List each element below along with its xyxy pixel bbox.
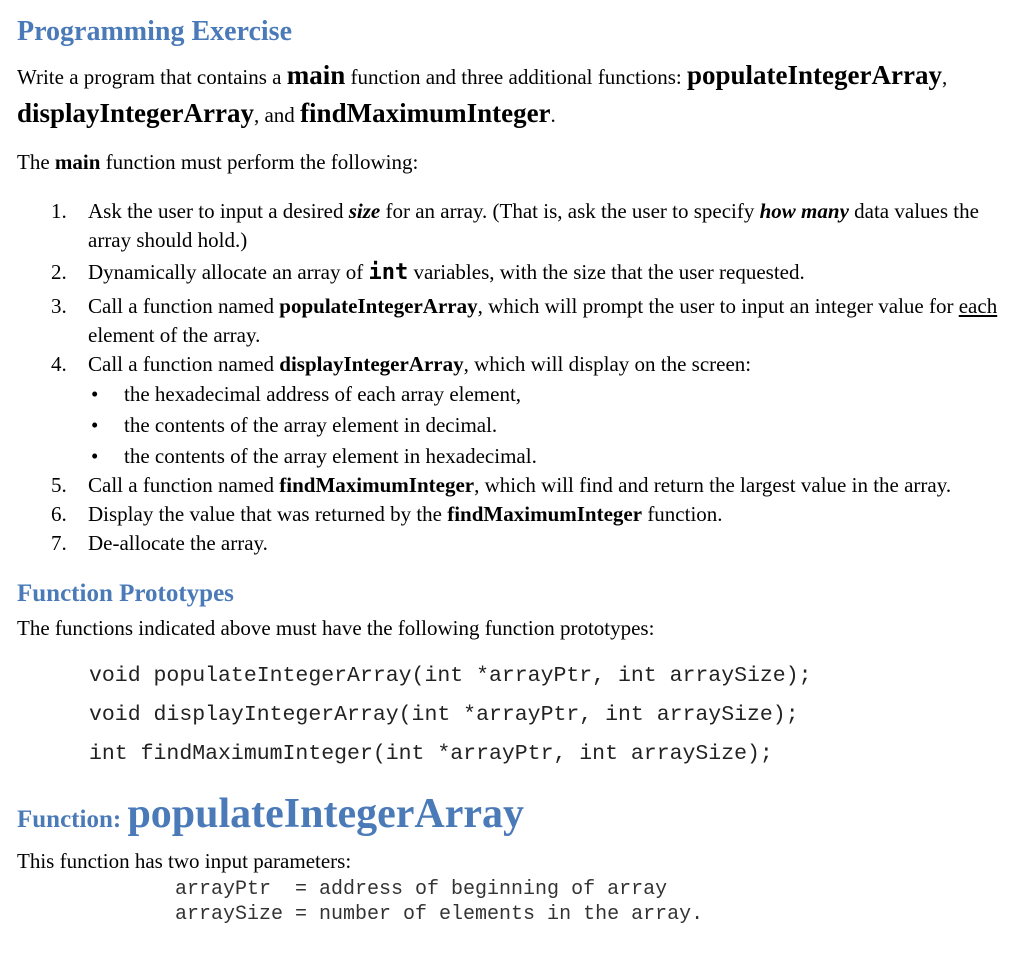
step-number: 6. <box>51 502 67 526</box>
text: Call a function named <box>88 473 280 497</box>
text: , which will prompt the user to input an integer value for <box>477 294 959 318</box>
text: Display the value that was returned by the <box>88 502 448 526</box>
parameter-line: arrayPtr = address of beginning of array <box>175 878 668 901</box>
step-number: 4. <box>51 352 67 376</box>
bullet-item <box>17 379 1002 410</box>
prototype-line: void displayIntegerArray(int *arrayPtr, int arraySize); <box>89 703 799 727</box>
function-name-display: displayIntegerArray <box>17 98 254 128</box>
text: Dynamically allocate an array of <box>88 260 369 284</box>
function-name-findmax: findMaximumInteger <box>300 98 551 128</box>
intro-text: , <box>941 65 948 89</box>
step-number: 7. <box>51 531 67 555</box>
function-intro: This function has two input parameters: <box>17 849 352 873</box>
text: the contents of the array element in hexadecimal. <box>124 444 537 468</box>
intro-text: , and <box>253 103 301 127</box>
step-number: 5. <box>51 473 67 497</box>
bullet-icon: • <box>91 444 99 468</box>
page-title: Programming Exercise <box>17 16 293 47</box>
text: Ask the user to input a desired <box>88 199 349 223</box>
list-item <box>17 258 1002 287</box>
text: De-allocate the array. <box>88 531 268 555</box>
display-bullets <box>17 379 1002 472</box>
text: the hexadecimal address of each array element, <box>124 382 522 406</box>
text: , which will display on the screen: <box>463 352 752 376</box>
bullet-item <box>17 410 1002 441</box>
list-item <box>17 350 1002 379</box>
emphasis: how many <box>759 199 849 223</box>
underlined-word: each <box>958 294 998 318</box>
prototypes-heading: Function Prototypes <box>17 580 234 607</box>
step-number: 3. <box>51 294 67 318</box>
steps-list-continued <box>17 471 1002 558</box>
intro-text: Write a program that contains a <box>17 65 287 89</box>
text: element of the array. <box>88 323 261 347</box>
emphasis: size <box>348 199 381 223</box>
main-keyword: main <box>54 150 101 174</box>
step-number: 2. <box>51 260 67 284</box>
intro-text: . <box>550 103 556 127</box>
step-number: 1. <box>51 199 67 223</box>
function-name-populate: populateIntegerArray <box>686 60 942 90</box>
function-name: findMaximumInteger <box>447 502 643 526</box>
list-item <box>17 471 1002 500</box>
text: function. <box>642 502 723 526</box>
function-heading <box>17 790 524 838</box>
list-item <box>17 529 1002 558</box>
text: , which will find and return the largest value in the array. <box>474 473 952 497</box>
function-name: findMaximumInteger <box>279 473 475 497</box>
function-name-heading: populateIntegerArray <box>127 791 525 837</box>
prototype-line: void populateIntegerArray(int *arrayPtr, int arraySize); <box>89 664 812 688</box>
intro-paragraph <box>17 57 1002 133</box>
prototypes-intro: The functions indicated above must have the following function prototypes: <box>17 616 655 640</box>
function-label: Function: <box>17 806 128 833</box>
text: The <box>17 150 55 174</box>
bullet-icon: • <box>91 382 99 406</box>
main-requirements-line <box>17 150 418 175</box>
text: Call a function named <box>88 294 280 318</box>
list-item <box>17 500 1002 529</box>
main-keyword: main <box>286 60 346 90</box>
prototype-line: int findMaximumInteger(int *arrayPtr, int arraySize); <box>89 742 773 766</box>
bullet-icon: • <box>91 413 99 437</box>
parameter-line: arraySize = number of elements in the array. <box>175 903 704 926</box>
list-item <box>17 197 1002 255</box>
code-keyword: int <box>368 260 409 285</box>
steps-list <box>17 197 1002 379</box>
function-name: displayIntegerArray <box>279 352 464 376</box>
text: data values the array should hold.) <box>88 199 979 252</box>
intro-text: function and three additional functions: <box>345 65 687 89</box>
function-name: populateIntegerArray <box>279 294 478 318</box>
list-item <box>17 292 1002 350</box>
text: function must perform the following: <box>100 150 419 174</box>
bullet-item <box>17 441 1002 472</box>
text: the contents of the array element in decimal. <box>124 413 498 437</box>
text: variables, with the size that the user requested. <box>408 260 805 284</box>
text: for an array. (That is, ask the user to specify <box>380 199 760 223</box>
text: Call a function named <box>88 352 280 376</box>
